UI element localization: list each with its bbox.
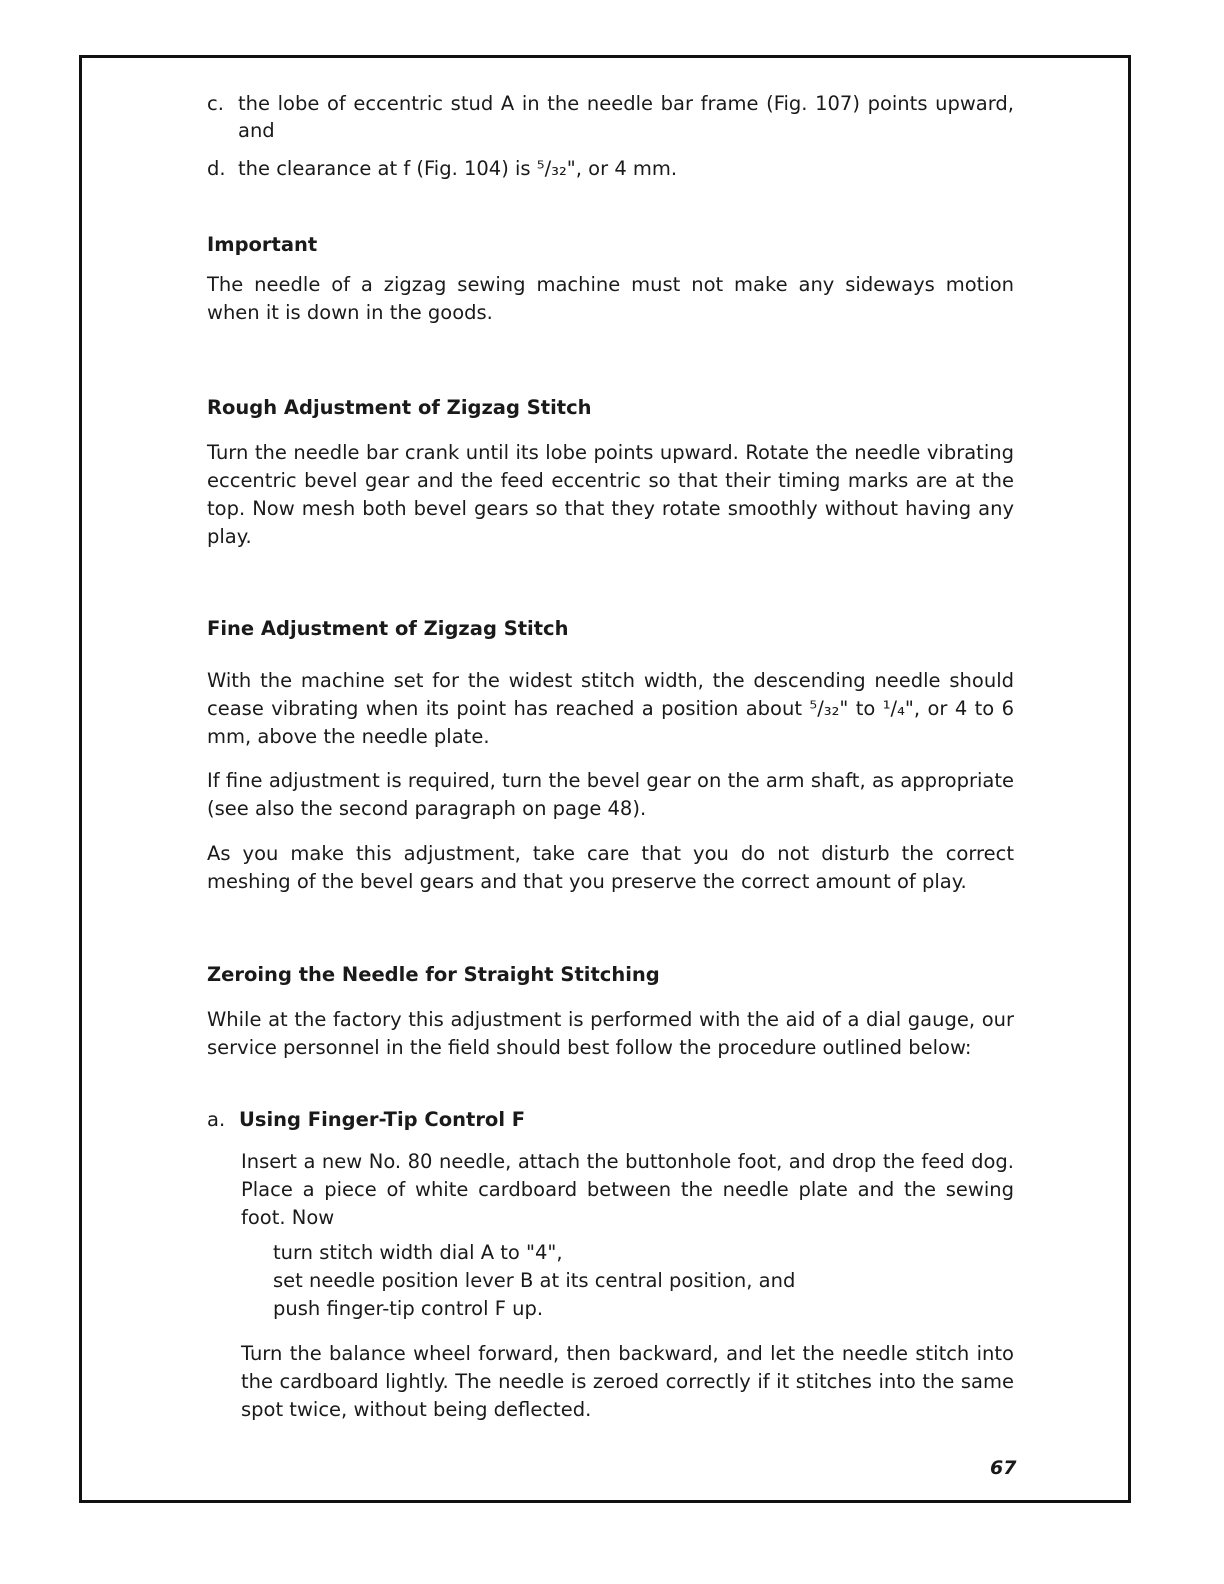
fine-adjustment-paragraph: With the machine set for the widest stitch width, the descending needle should cease vibrating when its point has reached a position about ⁵/₃₂" to ¹/₄", or 4 to 6 mm, above the needle plate. — [207, 669, 1014, 748]
list-item: set needle position lever B at its central position, and — [273, 1269, 796, 1292]
fine-adjustment-heading: Fine Adjustment of Zigzag Stitch — [207, 617, 569, 640]
rough-adjustment-heading: Rough Adjustment of Zigzag Stitch — [207, 396, 592, 419]
list-item-text: the clearance at f (Fig. 104) is ⁵/₃₂", or 4 mm. — [238, 157, 678, 180]
list-item-d — [207, 155, 1014, 182]
list-item-c — [207, 90, 1014, 144]
list-item-text: the lobe of eccentric stud A in the needle bar frame (Fig. 107) points upward, and — [238, 92, 1014, 142]
list-item: push finger-tip control F up. — [273, 1297, 544, 1320]
zeroing-subheading — [207, 1106, 525, 1134]
zeroing-closing: Turn the balance wheel forward, then backward, and let the needle stitch into the cardboard lightly. The needle is zeroed correctly if it stitches into the same spot twice, without being deflected. — [241, 1342, 1014, 1421]
fine-adjustment-paragraph: As you make this adjustment, take care that you do not disturb the correct meshing of the bevel gears and that you preserve the correct amount of play. — [207, 842, 1014, 893]
subheading-text: Using Finger-Tip Control F — [239, 1108, 526, 1131]
important-text: The needle of a zigzag sewing machine must not make any sideways motion when it is down in the goods. — [207, 273, 1014, 324]
zeroing-heading: Zeroing the Needle for Straight Stitching — [207, 963, 660, 986]
list-marker: a. — [207, 1108, 226, 1131]
rough-adjustment-text: Turn the needle bar crank until its lobe points upward. Rotate the needle vibrating eccentric bevel gear and the feed eccentric so that their timing marks are at the top. Now mesh both bevel gears so that they rotate smoothly without having any play. — [207, 441, 1014, 548]
zeroing-sub-intro: Insert a new No. 80 needle, attach the buttonhole foot, and drop the feed dog. Place a piece of white cardboard between the needle plate and the sewing foot. Now — [241, 1150, 1014, 1229]
fine-adjustment-paragraph: If fine adjustment is required, turn the bevel gear on the arm shaft, as appropriate (see also the second paragraph on page 48). — [207, 769, 1014, 820]
important-heading: Important — [207, 233, 318, 256]
list-marker: d. — [207, 157, 226, 180]
list-item: turn stitch width dial A to "4", — [273, 1241, 563, 1264]
zeroing-steps-list — [273, 1239, 795, 1323]
page-number: 67 — [990, 1457, 1017, 1479]
list-marker: c. — [207, 92, 224, 115]
zeroing-intro: While at the factory this adjustment is performed with the aid of a dial gauge, our service personnel in the field should best follow the procedure outlined below: — [207, 1008, 1014, 1059]
